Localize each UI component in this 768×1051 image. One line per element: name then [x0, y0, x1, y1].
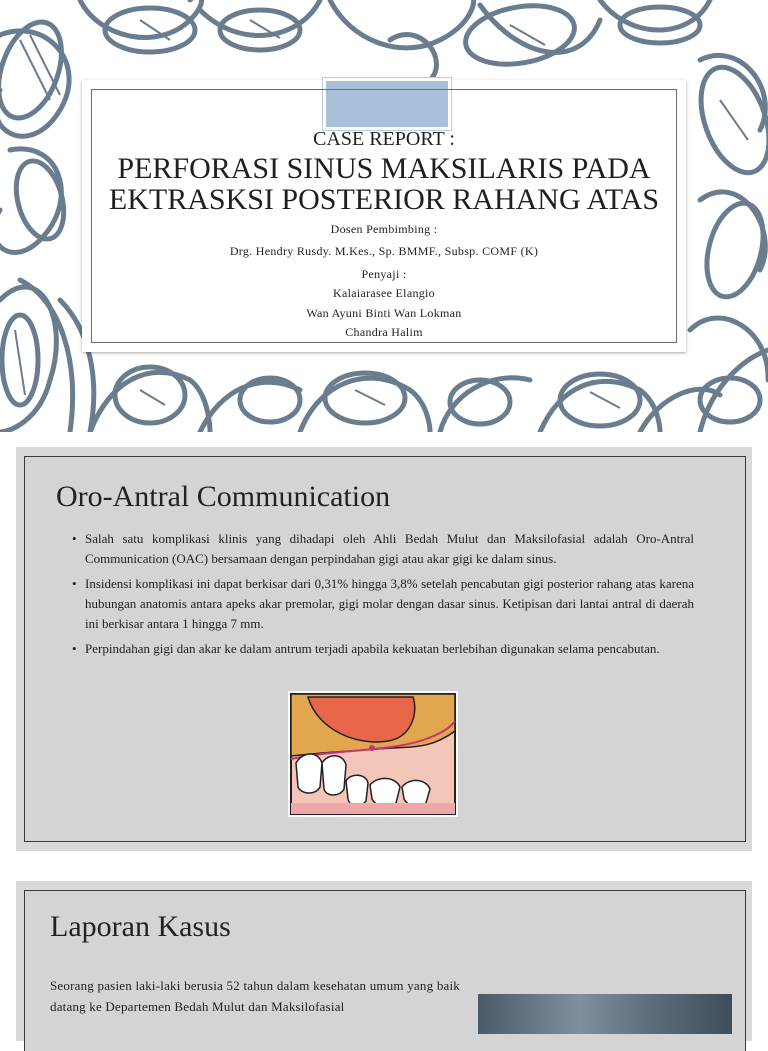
- presenter-label: Penyaji :: [361, 267, 407, 281]
- advisor-name: Drg. Hendry Rusdy. M.Kes., Sp. BMMF., Subsp. COMF (K): [229, 244, 539, 258]
- presenter-name: Chandra Halim: [345, 325, 423, 339]
- title-line-1: PERFORASI SINUS MAKSILARIS PADA: [117, 152, 651, 185]
- case-report-label: CASE REPORT :: [313, 128, 455, 150]
- bullet-item: • Insidensi komplikasi ini dapat berkisar dari 0,31% hingga 3,8% setelah pencabutan gigi posterior rahang atas karena hubungan anatomis antara apeks akar premolar, gigi molar dengan dasar sinus. Ketipisan dari lantai antral di daerah ini berkisar antara 1 hingga 7 mm.: [72, 574, 694, 634]
- bullet-list: [72, 529, 694, 664]
- case-text: Seorang pasien laki-laki berusia 52 tahun dalam kesehatan umum yang baik datang ke Departemen Bedah Mulut dan Maksilofasial: [50, 978, 460, 1014]
- slide-title: Oro-Antral Communication: [56, 480, 391, 513]
- advisor-label: Dosen Pembimbing :: [330, 222, 438, 236]
- title-slide: [0, 0, 768, 432]
- tooth-sinus-illustration: [288, 691, 458, 817]
- slide-title: Laporan Kasus: [50, 910, 231, 943]
- presenter-name: Wan Ayuni Binti Wan Lokman: [306, 306, 462, 320]
- bullet-item: • Salah satu komplikasi klinis yang dihadapi oleh Ahli Bedah Mulut dan Maksilofasial adalah Oro-Antral Communication (OAC) bersamaan dengan perpindahan gigi atau akar gigi ke dalam sinus.: [72, 529, 694, 569]
- title-line-2: EKTRASKSI POSTERIOR RAHANG ATAS: [108, 183, 660, 216]
- title-card: [82, 80, 686, 352]
- xray-image: [478, 994, 732, 1034]
- bullet-item: • Perpindahan gigi dan akar ke dalam antrum terjadi apabila kekuatan berlebihan digunakan selama pencabutan.: [72, 639, 694, 659]
- presenter-name: Kalaiarasee Elangio: [333, 286, 435, 300]
